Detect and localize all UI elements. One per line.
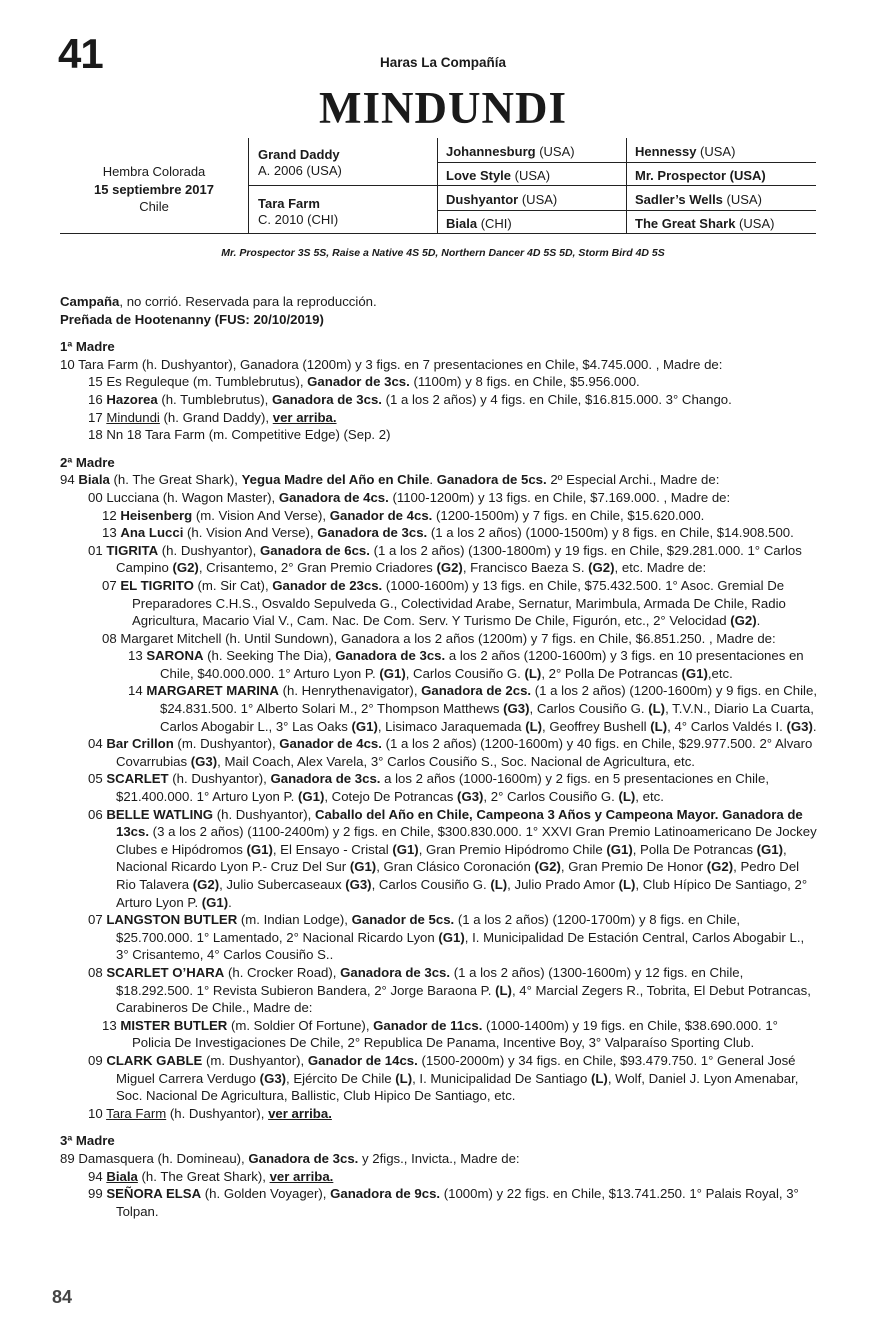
- campaign-line: Campaña, no corrió. Reservada para la reproducción.: [60, 294, 377, 309]
- dam: [258, 196, 338, 228]
- list-item: 18 Nn 18 Tara Farm (m. Competitive Edge) (Sep. 2): [88, 427, 391, 443]
- list-item: 05 SCARLET (h. Dushyantor), Ganadora de 3cs. a los 2 años (1000-1600m) y 2 figs. en 5 presentaciones en Chile, $21.400.000. 1° Arturo Lyon P. (G1), Cotejo De Potrancas (G3), 2° Carlos Cousiño G. (L), etc.: [88, 771, 769, 805]
- list-item: 06 BELLE WATLING (h. Dushyantor), Caballo del Año en Chile, Campeona 3 Años y Campeona Mayor. Ganadora de 13cs. (3 a los 2 años) (1100-2400m) y 2 figs. en Chile, $300.830.000. 1° XXVI Gran Premio Latinoamericano De Jockey Clubes e Hipódromos (G1), El Ensayo - Cristal (G1), Gran Premio Hipódromo Chile (G1), Polla De Potrancas (G1), Nacional Ricardo Lyon P.- Cruz Del Sur (G1), Gran Clásico Coronación (G2), Gran Premio De Honor (G2), Pedro Del Rio Talavera (G2), Julio Subercaseaux (G3), Carlos Cousiño G. (L), Julio Prado Amor (L), Club Hípico De Santiago, 2° Arturo Lyon P. (G1).: [88, 806, 817, 910]
- section-heading: 3ª Madre: [60, 1133, 115, 1149]
- list-item: 15 Es Reguleque (m. Tumblebrutus), Ganador de 3cs. (1100m) y 8 figs. en Chile, $5.956.000.: [88, 374, 640, 390]
- sire-detail: A. 2006 (USA): [258, 163, 342, 178]
- list-item: 08 Margaret Mitchell (h. Until Sundown), Ganadora a los 2 años (1200m) y 7 figs. en Chile, $6.851.250. , Madre de:: [102, 630, 776, 646]
- list-item: 08 SCARLET O’HARA (h. Crocker Road), Ganadora de 3cs. (1 a los 2 años) (1300-1600m) y 12 figs. en Chile, $18.292.500. 1° Revista Subieron Bandera, 2° Jorge Baraona P. (L), 4° Marcial Zegers R., Tobrita, El Debut Potrancas, Carabineros De Chile., Madre de:: [88, 964, 811, 1016]
- great-grandparent: Hennessy (USA): [635, 144, 736, 159]
- list-item: 13 SARONA (h. Seeking The Dia), Ganadora de 3cs. a los 2 años (1200-1600m) y 3 figs. en 10 presentaciones en Chile, $40.000.000. 1° Arturo Lyon P. (G1), Carlos Cousiño G. (L), 2° Polla De Potrancas (G1),etc.: [128, 648, 804, 681]
- list-item: 14 MARGARET MARINA (h. Henrythenavigator), Ganadora de 2cs. (1 a los 2 años) (1200-1600m) y 9 figs. en Chile, $24.831.500. 1° Alberto Solari M., 2° Thompson Matthews (G3), Carlos Cousiño G. (L), T.V.N., Diario La Cuarta, Carlos Abogabir L., 3° Las Oaks (G1), Lisimaco Jaraquemada (L), Geoffrey Bushell (L), 4° Carlos Valdés I. (G3).: [128, 683, 817, 734]
- list-item: 10 Tara Farm (h. Dushyantor), Ganadora (1200m) y 3 figs. en 7 presentaciones en Chile, $4.745.000. , Madre de:: [60, 356, 723, 372]
- catalog-body: [60, 293, 820, 1220]
- list-item: 12 Heisenberg (m. Vision And Verse), Ganador de 4cs. (1200-1500m) y 7 figs. en Chile, $15.620.000.: [102, 507, 705, 523]
- list-item: 94 Biala (h. The Great Shark), ver arriba.: [88, 1168, 334, 1184]
- breeder-name: Haras La Compañía: [379, 55, 507, 70]
- list-item: 01 TIGRITA (h. Dushyantor), Ganadora de 6cs. (1 a los 2 años) (1300-1800m) y 19 figs. en Chile, $29.281.000. 1° Carlos Campino (G2), Crisantemo, 2° Gran Premio Criadores (G2), Francisco Baeza S. (G2), etc. Madre de:: [88, 542, 802, 576]
- list-item: 13 MISTER BUTLER (m. Soldier Of Fortune), Ganador de 11cs. (1000-1400m) y 19 figs. en Chile, $38.690.000. 1° Policia De Investigaciones De Chile, 2° Republica De Panama, Incentive Boy, 3° Valparaíso Sporting Club.: [102, 1017, 778, 1051]
- section-heading: 1ª Madre: [60, 339, 115, 355]
- list-item: 04 Bar Crillon (m. Dushyantor), Ganador de 4cs. (1 a los 2 años) (1200-1600m) y 40 figs. en Chile, $29.977.500. 2° Alvaro Covarrubias (G3), Mail Coach, Alex Varela, 3° Carlos Cousiño S., Soc. Nacional de Agricultura, etc.: [88, 736, 813, 769]
- sex-color: Hembra Colorada: [102, 164, 206, 179]
- grandparent: Biala (CHI): [446, 216, 512, 231]
- grandparent: Love Style (USA): [446, 168, 551, 183]
- pedigree-table: [60, 138, 816, 234]
- sire-name: Grand Daddy: [258, 147, 340, 162]
- lot-number: 41: [58, 30, 103, 77]
- page-number: 84: [52, 1287, 73, 1307]
- grandparent: Johannesburg (USA): [446, 144, 575, 159]
- dam-name: Tara Farm: [258, 196, 320, 211]
- horse-name: MINDUNDI: [319, 83, 567, 133]
- pregnancy-line: Preñada de Hootenanny (FUS: 20/10/2019): [60, 311, 324, 327]
- list-item: 17 Mindundi (h. Grand Daddy), ver arriba.: [88, 409, 337, 425]
- list-item: 99 SEÑORA ELSA (h. Golden Voyager), Ganadora de 9cs. (1000m) y 22 figs. en Chile, $13.741.250. 1° Palais Royal, 3° Tolpan.: [88, 1186, 799, 1219]
- list-item: 10 Tara Farm (h. Dushyantor), ver arriba.: [88, 1105, 332, 1121]
- great-grandparent: Mr. Prospector (USA): [635, 168, 766, 183]
- list-item: 94 Biala (h. The Great Shark), Yegua Madre del Año en Chile. Ganadora de 5cs. 2º Especial Archi., Madre de:: [60, 472, 720, 488]
- horse-info: [60, 163, 248, 216]
- section-heading: 2ª Madre: [60, 454, 115, 470]
- country: Chile: [139, 199, 169, 214]
- list-item: 07 LANGSTON BUTLER (m. Indian Lodge), Ganador de 5cs. (1 a los 2 años) (1200-1700m) y 8 figs. en Chile, $25.700.000. 1° Lamentado, 2° Nacional Ricardo Lyon (G1), I. Municipalidad De Estación Central, Carlos Abogabir L., 3° Crisantemo, 4° Carlos Cousiño S..: [88, 912, 805, 963]
- birth-date: 15 septiembre 2017: [94, 181, 214, 197]
- grandparent: Dushyantor (USA): [446, 192, 558, 207]
- sire: [258, 147, 342, 179]
- dam-detail: C. 2010 (CHI): [258, 212, 339, 227]
- list-item: 00 Lucciana (h. Wagon Master), Ganadora de 4cs. (1100-1200m) y 13 figs. en Chile, $7.169.000. , Madre de:: [88, 489, 731, 505]
- list-item: 09 CLARK GABLE (m. Dushyantor), Ganador de 14cs. (1500-2000m) y 34 figs. en Chile, $93.479.750. 1° General José Miguel Carrera Verdugo (G3), Ejército De Chile (L), I. Municipalidad De Santiago (L), Wolf, Daniel J. Lyon Amenabar, Soc. Nacional De Agricultura, Ballistic, Club Hipico De Santiago, etc.: [88, 1052, 799, 1104]
- list-item: 13 Ana Lucci (h. Vision And Verse), Ganadora de 3cs. (1 a los 2 años) (1000-1500m) y 8 figs. en Chile, $14.908.500.: [102, 525, 794, 541]
- list-item: 07 EL TIGRITO (m. Sir Cat), Ganador de 23cs. (1000-1600m) y 13 figs. en Chile, $75.432.500. 1° Asoc. Gremial De Preparadores C.H.S., Osvaldo Sepulveda G., Colectividad Arabe, Sernatur, Marimbula, Armada De Chile, Radio Agricultura, Macario Vial V., Cam. Nac. De Com. Serv. Y Turismo De Chile, Figurón, etc., 2° Velocidad (G2).: [102, 577, 786, 629]
- great-grandparent: Sadler’s Wells (USA): [635, 192, 762, 207]
- list-item: 16 Hazorea (h. Tumblebrutus), Ganadora de 3cs. (1 a los 2 años) y 4 figs. en Chile, $16.815.000. 3° Chango.: [88, 391, 732, 407]
- list-item: 89 Damasquera (h. Domineau), Ganadora de 3cs. y 2figs., Invicta., Madre de:: [60, 1150, 520, 1166]
- great-grandparent: The Great Shark (USA): [635, 216, 775, 231]
- inbreeding-line: Mr. Prospector 3S 5S, Raise a Native 4S 5D, Northern Dancer 4D 5S 5D, Storm Bird 4D 5S: [221, 247, 665, 259]
